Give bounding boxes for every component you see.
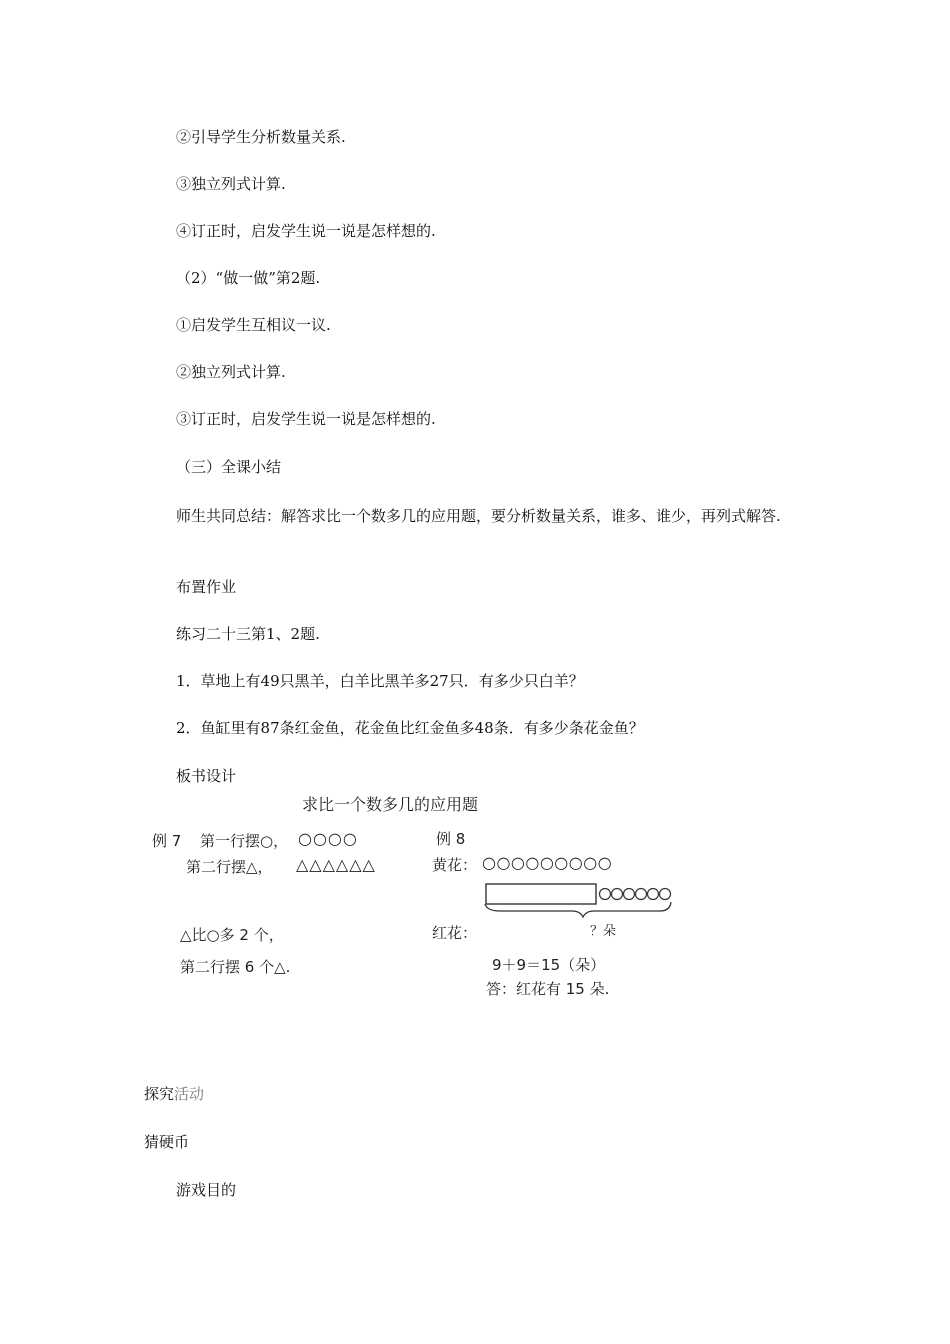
homework-question-1: 1．草地上有49只黑羊，白羊比黑羊多27只．有多少只白羊？ xyxy=(176,672,584,690)
homework-question-2: 2．鱼缸里有87条红金鱼，花金鱼比红金鱼多48条．有多少条花金鱼？ xyxy=(176,719,644,737)
example-8-answer: 答：红花有 15 朵. xyxy=(486,980,610,998)
example-7-conclusion-1: △比○多 2 个， xyxy=(180,926,284,944)
example-8-yellow-circles: ○○○○○○○○○ xyxy=(482,853,613,872)
example-7-label: 例 7 xyxy=(152,832,182,850)
line-1: ②引导学生分析数量关系. xyxy=(176,128,346,146)
extra-circles xyxy=(600,889,671,900)
game-title: 猜硬币 xyxy=(144,1133,190,1151)
summary-paragraph: 师生共同总结：解答求比一个数多几的应用题，要分析数量关系，谁多、谁少，再列式解答. xyxy=(176,507,781,525)
game-goal-heading: 游戏目的 xyxy=(176,1181,237,1199)
line-6: ②独立列式计算. xyxy=(176,363,286,381)
example-7-circles: ○○○○ xyxy=(298,829,358,848)
example-8-unknown: ？朵 xyxy=(590,924,617,939)
example-7-conclusion-2: 第二行摆 6 个△. xyxy=(180,958,291,976)
activity-heading-part-1: 探究 xyxy=(144,1085,175,1103)
homework-heading: 布置作业 xyxy=(176,578,237,596)
blackboard-figure xyxy=(140,786,680,1006)
board-design-heading: 板书设计 xyxy=(176,767,237,785)
yellow-segment-box xyxy=(486,884,596,904)
homework-assignment: 练习二十三第1、2题. xyxy=(176,625,320,643)
example-7-row-2: 第二行摆△， xyxy=(186,858,273,876)
line-2: ③独立列式计算. xyxy=(176,175,286,193)
activity-heading xyxy=(144,1084,204,1104)
line-4: （2）“做一做”第2题. xyxy=(176,269,321,287)
section-summary-heading: （三）全课小结 xyxy=(176,458,282,476)
line-5: ①启发学生互相议一议. xyxy=(176,316,331,334)
example-8-red-label: 红花： xyxy=(432,924,478,942)
activity-heading-part-2: 活动 xyxy=(174,1085,205,1103)
board-title: 求比一个数多几的应用题 xyxy=(302,795,479,814)
example-8-yellow-label: 黄花： xyxy=(432,856,478,874)
example-8-equation: 9＋9＝15（朵） xyxy=(492,956,606,974)
line-7: ③订正时，启发学生说一说是怎样想的. xyxy=(176,410,436,428)
line-3: ④订正时，启发学生说一说是怎样想的. xyxy=(176,222,436,240)
example-8-label: 例 8 xyxy=(436,830,466,848)
example-7-triangles: △△△△△△ xyxy=(296,855,376,874)
example-7-row-1: 第一行摆○， xyxy=(200,832,289,850)
